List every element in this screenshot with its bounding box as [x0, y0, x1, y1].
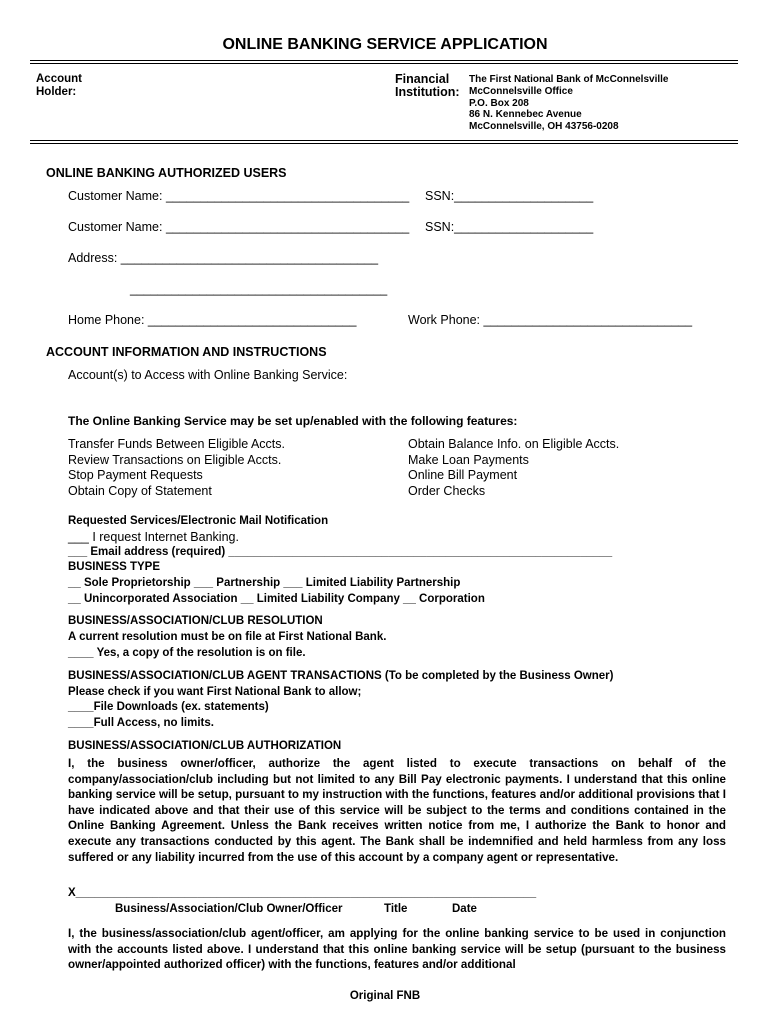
resolution-line-1: A current resolution must be on file at First National Bank.: [68, 631, 387, 643]
account-info-heading: ACCOUNT INFORMATION AND INSTRUCTIONS: [46, 345, 327, 359]
request-internet-banking-line[interactable]: ___ I request Internet Banking.: [68, 530, 239, 544]
list-item: Review Transactions on Eligible Accts.: [68, 452, 282, 467]
list-item: Obtain Copy of Statement: [68, 483, 212, 498]
signature-title-label: Title: [384, 903, 408, 915]
header-rule-top: [30, 140, 738, 141]
address-field-1[interactable]: Address: _____________________________________: [68, 251, 379, 265]
agent-transactions-line-1: Please check if you want First National Bank to allow;: [68, 686, 362, 698]
title-rule-bottom: [30, 63, 738, 64]
business-type-heading: BUSINESS TYPE: [68, 561, 161, 573]
page-title: ONLINE BANKING SERVICE APPLICATION: [222, 36, 548, 53]
file-downloads-option[interactable]: ____File Downloads (ex. statements): [68, 701, 269, 713]
resolution-line-2[interactable]: ____ Yes, a copy of the resolution is on file.: [68, 647, 306, 659]
customer-name-field-2[interactable]: Customer Name: ___________________________________: [68, 220, 410, 234]
authorization-paragraph: I, the business owner/officer, authorize the agent listed to execute transactions on behalf of the company/association/club including but not limited to any Bill Pay electronic payments. I understand that this online banking service will be setup, pursuant to my instruction with the functions, features and/or additional provisions that I have indicated above and that their use of this service will be subject to the terms and conditions contained in the Online Banking Agreement. Unless the Bank receives written notice from me, I authorize the Bank to honor and execute any transactions conducted by this agent. The Bank shall be indemnified and held harmless from any loss suffered or any liability incurred from the use of this account by a company agent or representative.: [68, 757, 726, 864]
address-field-2[interactable]: _____________________________________: [130, 282, 388, 296]
signature-owner-label: Business/Association/Club Owner/Officer: [115, 903, 343, 915]
full-access-option[interactable]: ____Full Access, no limits.: [68, 717, 214, 729]
ssn-field-1[interactable]: SSN:____________________: [425, 189, 594, 203]
list-item: Obtain Balance Info. on Eligible Accts.: [408, 437, 620, 451]
email-address-field[interactable]: ___ Email address (required) ____________________________________________________________: [68, 546, 613, 558]
list-item: Stop Payment Requests: [68, 468, 203, 483]
bank-address: The First National Bank of McConnelsville McConnelsville Office P.O. Box 208 86 N. Kennebec Avenue McConnelsville, OH 43756-0208: [469, 74, 669, 133]
ssn-field-2[interactable]: SSN:____________________: [425, 220, 594, 234]
footer-label: Original FNB: [349, 990, 421, 1002]
signature-line[interactable]: X________________________________________________________________________: [68, 887, 537, 899]
agent-transactions-heading: BUSINESS/ASSOCIATION/CLUB AGENT TRANSACTIONS (To be completed by the Business Owner): [68, 670, 614, 682]
signature-date-label: Date: [452, 903, 477, 915]
features-left-list: [68, 437, 285, 499]
business-type-options-1[interactable]: __ Sole Proprietorship ___ Partnership ___ Limited Liability Partnership: [68, 577, 461, 589]
list-item: Online Bill Payment: [408, 468, 518, 483]
list-item: Order Checks: [408, 483, 486, 498]
account-holder-label: Account Holder:: [36, 73, 82, 98]
accounts-label: Account(s) to Access with Online Banking Service:: [68, 368, 348, 382]
features-heading: The Online Banking Service may be set up/enabled with the following features:: [68, 414, 518, 428]
work-phone-field[interactable]: Work Phone: ______________________________: [408, 313, 693, 327]
resolution-heading: BUSINESS/ASSOCIATION/CLUB RESOLUTION: [68, 615, 323, 627]
home-phone-field[interactable]: Home Phone: ______________________________: [68, 313, 357, 327]
customer-name-field-1[interactable]: Customer Name: ___________________________________: [68, 189, 410, 203]
authorization-heading: BUSINESS/ASSOCIATION/CLUB AUTHORIZATION: [68, 740, 342, 752]
title-rule-top: [30, 60, 738, 61]
agent-statement-paragraph: I, the business/association/club agent/officer, am applying for the online banking service to be used in conjunction with the accounts listed above. I understand that this online banking service will be setup (pursuant to the business owner/appointed authorized officer) with the functions, features and/or additional: [68, 927, 726, 972]
authorized-users-heading: ONLINE BANKING AUTHORIZED USERS: [46, 166, 287, 180]
list-item: Make Loan Payments: [408, 452, 529, 467]
business-type-options-2[interactable]: __ Unincorporated Association __ Limited Liability Company __ Corporation: [68, 593, 485, 605]
header-rule-bottom: [30, 143, 738, 144]
financial-institution-label: Financial Institution:: [395, 72, 460, 99]
list-item: Transfer Funds Between Eligible Accts.: [68, 437, 285, 451]
features-right-list: [408, 437, 619, 499]
requested-services-heading: Requested Services/Electronic Mail Notification: [68, 515, 329, 527]
